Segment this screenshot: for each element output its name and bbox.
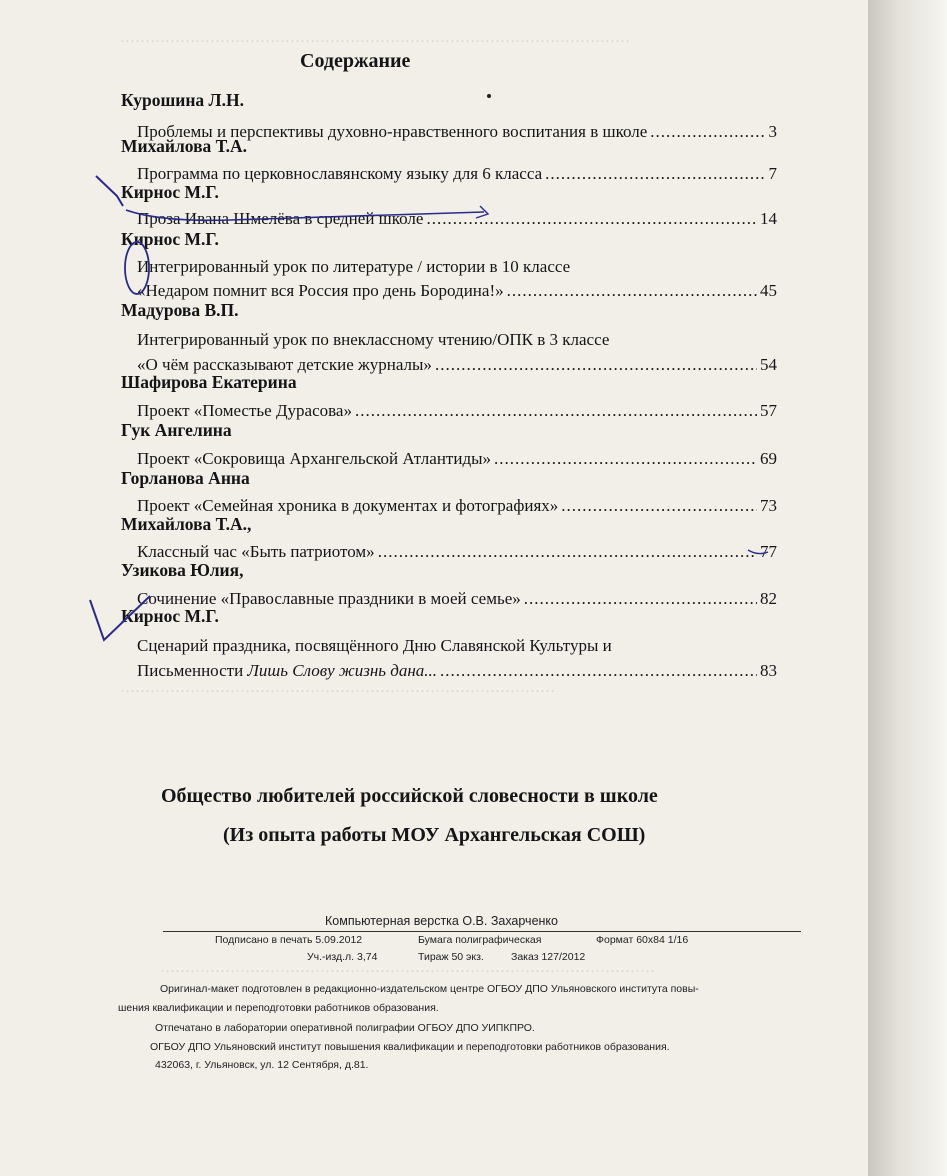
original-layout-line-2: шения квалификации и переподготовки работников образования.	[118, 1002, 439, 1014]
toc-entry-title: Проза Ивана Шмелёва в средней школе	[137, 209, 424, 228]
toc-page-number: 7	[768, 164, 777, 183]
toc-entry-title: Проект «Сокровища Архангельской Атлантиды»	[137, 449, 492, 468]
toc-author-7: Гук Ангелина	[121, 420, 232, 440]
toc-author-2: Михайлова Т.А.	[121, 136, 247, 156]
toc-page-number: 14	[760, 209, 777, 228]
toc-author-11: Кирнос М.Г.	[121, 606, 219, 626]
format: Формат 60x84 1/16	[596, 934, 689, 946]
toc-entry-title: Проект «Поместье Дурасова»	[137, 401, 352, 420]
toc-entry-title: Сочинение «Православные праздники в моей семье»	[137, 589, 521, 608]
toc-page-number: 73	[760, 496, 777, 515]
contents-title: Содержание	[300, 50, 411, 72]
toc-author-6: Шафирова Екатерина	[121, 372, 297, 392]
toc-page-number: 3	[768, 122, 777, 141]
print-run: Тираж 50 экз.	[418, 951, 484, 963]
order-number: Заказ 127/2012	[511, 951, 586, 963]
toc-entry-title: «О чём рассказывают детские журналы»	[137, 355, 432, 374]
toc-author-10: Узикова Юлия,	[121, 560, 244, 580]
society-heading: Общество любителей российской словесности в школе	[161, 785, 658, 807]
toc-entry-title-line: Интегрированный урок по внеклассному чтению/ОПК в 3 классе	[137, 330, 610, 349]
toc-page-number: 45	[760, 281, 777, 300]
printed-by: Отпечатано в лаборатории оперативной полиграфии ОГБОУ ДПО УИПКПРО.	[155, 1022, 535, 1034]
experience-subheading: (Из опыта работы МОУ Архангельская СОШ)	[223, 824, 646, 846]
toc-entry-title: Проект «Семейная хроника в документах и фотографиях»	[137, 496, 559, 515]
toc-author-8: Горланова Анна	[121, 468, 250, 488]
toc-page-number: 54	[760, 355, 777, 374]
toc-author-5: Мадурова В.П.	[121, 300, 239, 320]
toc-entry-title: Проблемы и перспективы духовно-нравственного воспитания в школе	[137, 122, 648, 141]
institute-address: 432063, г. Ульяновск, ул. 12 Сентября, д.81.	[155, 1059, 369, 1071]
toc-author-9: Михайлова Т.А.,	[121, 514, 252, 534]
toc-entry-italic-phrase: Лишь Слову жизнь дана...	[247, 661, 438, 680]
toc-page-number: 83	[760, 661, 777, 680]
toc-entry-title-line: Интегрированный урок по литературе / истории в 10 классе	[137, 257, 571, 276]
toc-author-1: Курошина Л.Н.	[121, 90, 244, 110]
toc-page-number: 82	[760, 589, 777, 608]
toc-page-number: 77	[760, 542, 777, 561]
toc-author-3: Кирнос М.Г.	[121, 182, 219, 202]
toc-author-4: Кирнос М.Г.	[121, 229, 219, 249]
toc-entry-title-line: Сценарий праздника, посвящённого Дню Славянской Культуры и	[137, 636, 612, 655]
toc-page-number: 57	[760, 401, 777, 420]
original-layout-line-1: Оригинал-макет подготовлен в редакционно-издательском центре ОГБОУ ДПО Ульяновского института повы-	[160, 983, 699, 995]
institute-name: ОГБОУ ДПО Ульяновский институт повышения квалификации и переподготовки работников образования.	[150, 1041, 670, 1053]
layout-credit: Компьютерная верстка О.В. Захарченко	[325, 914, 558, 928]
toc-entry-title: Письменности Лишь Слову жизнь дана...	[137, 661, 438, 680]
toc-entry-title: «Недаром помнит вся Россия про день Бородина!»	[137, 281, 504, 300]
paper-type: Бумага полиграфическая	[418, 934, 542, 946]
toc-entry-title: Классный час «Быть патриотом»	[137, 542, 375, 561]
toc-page-number: 69	[760, 449, 777, 468]
toc-entry-title: Программа по церковнославянскому языку для 6 класса	[137, 164, 543, 183]
sheets: Уч.-изд.л. 3,74	[307, 951, 378, 963]
signed-date: Подписано в печать 5.09.2012	[215, 934, 363, 946]
